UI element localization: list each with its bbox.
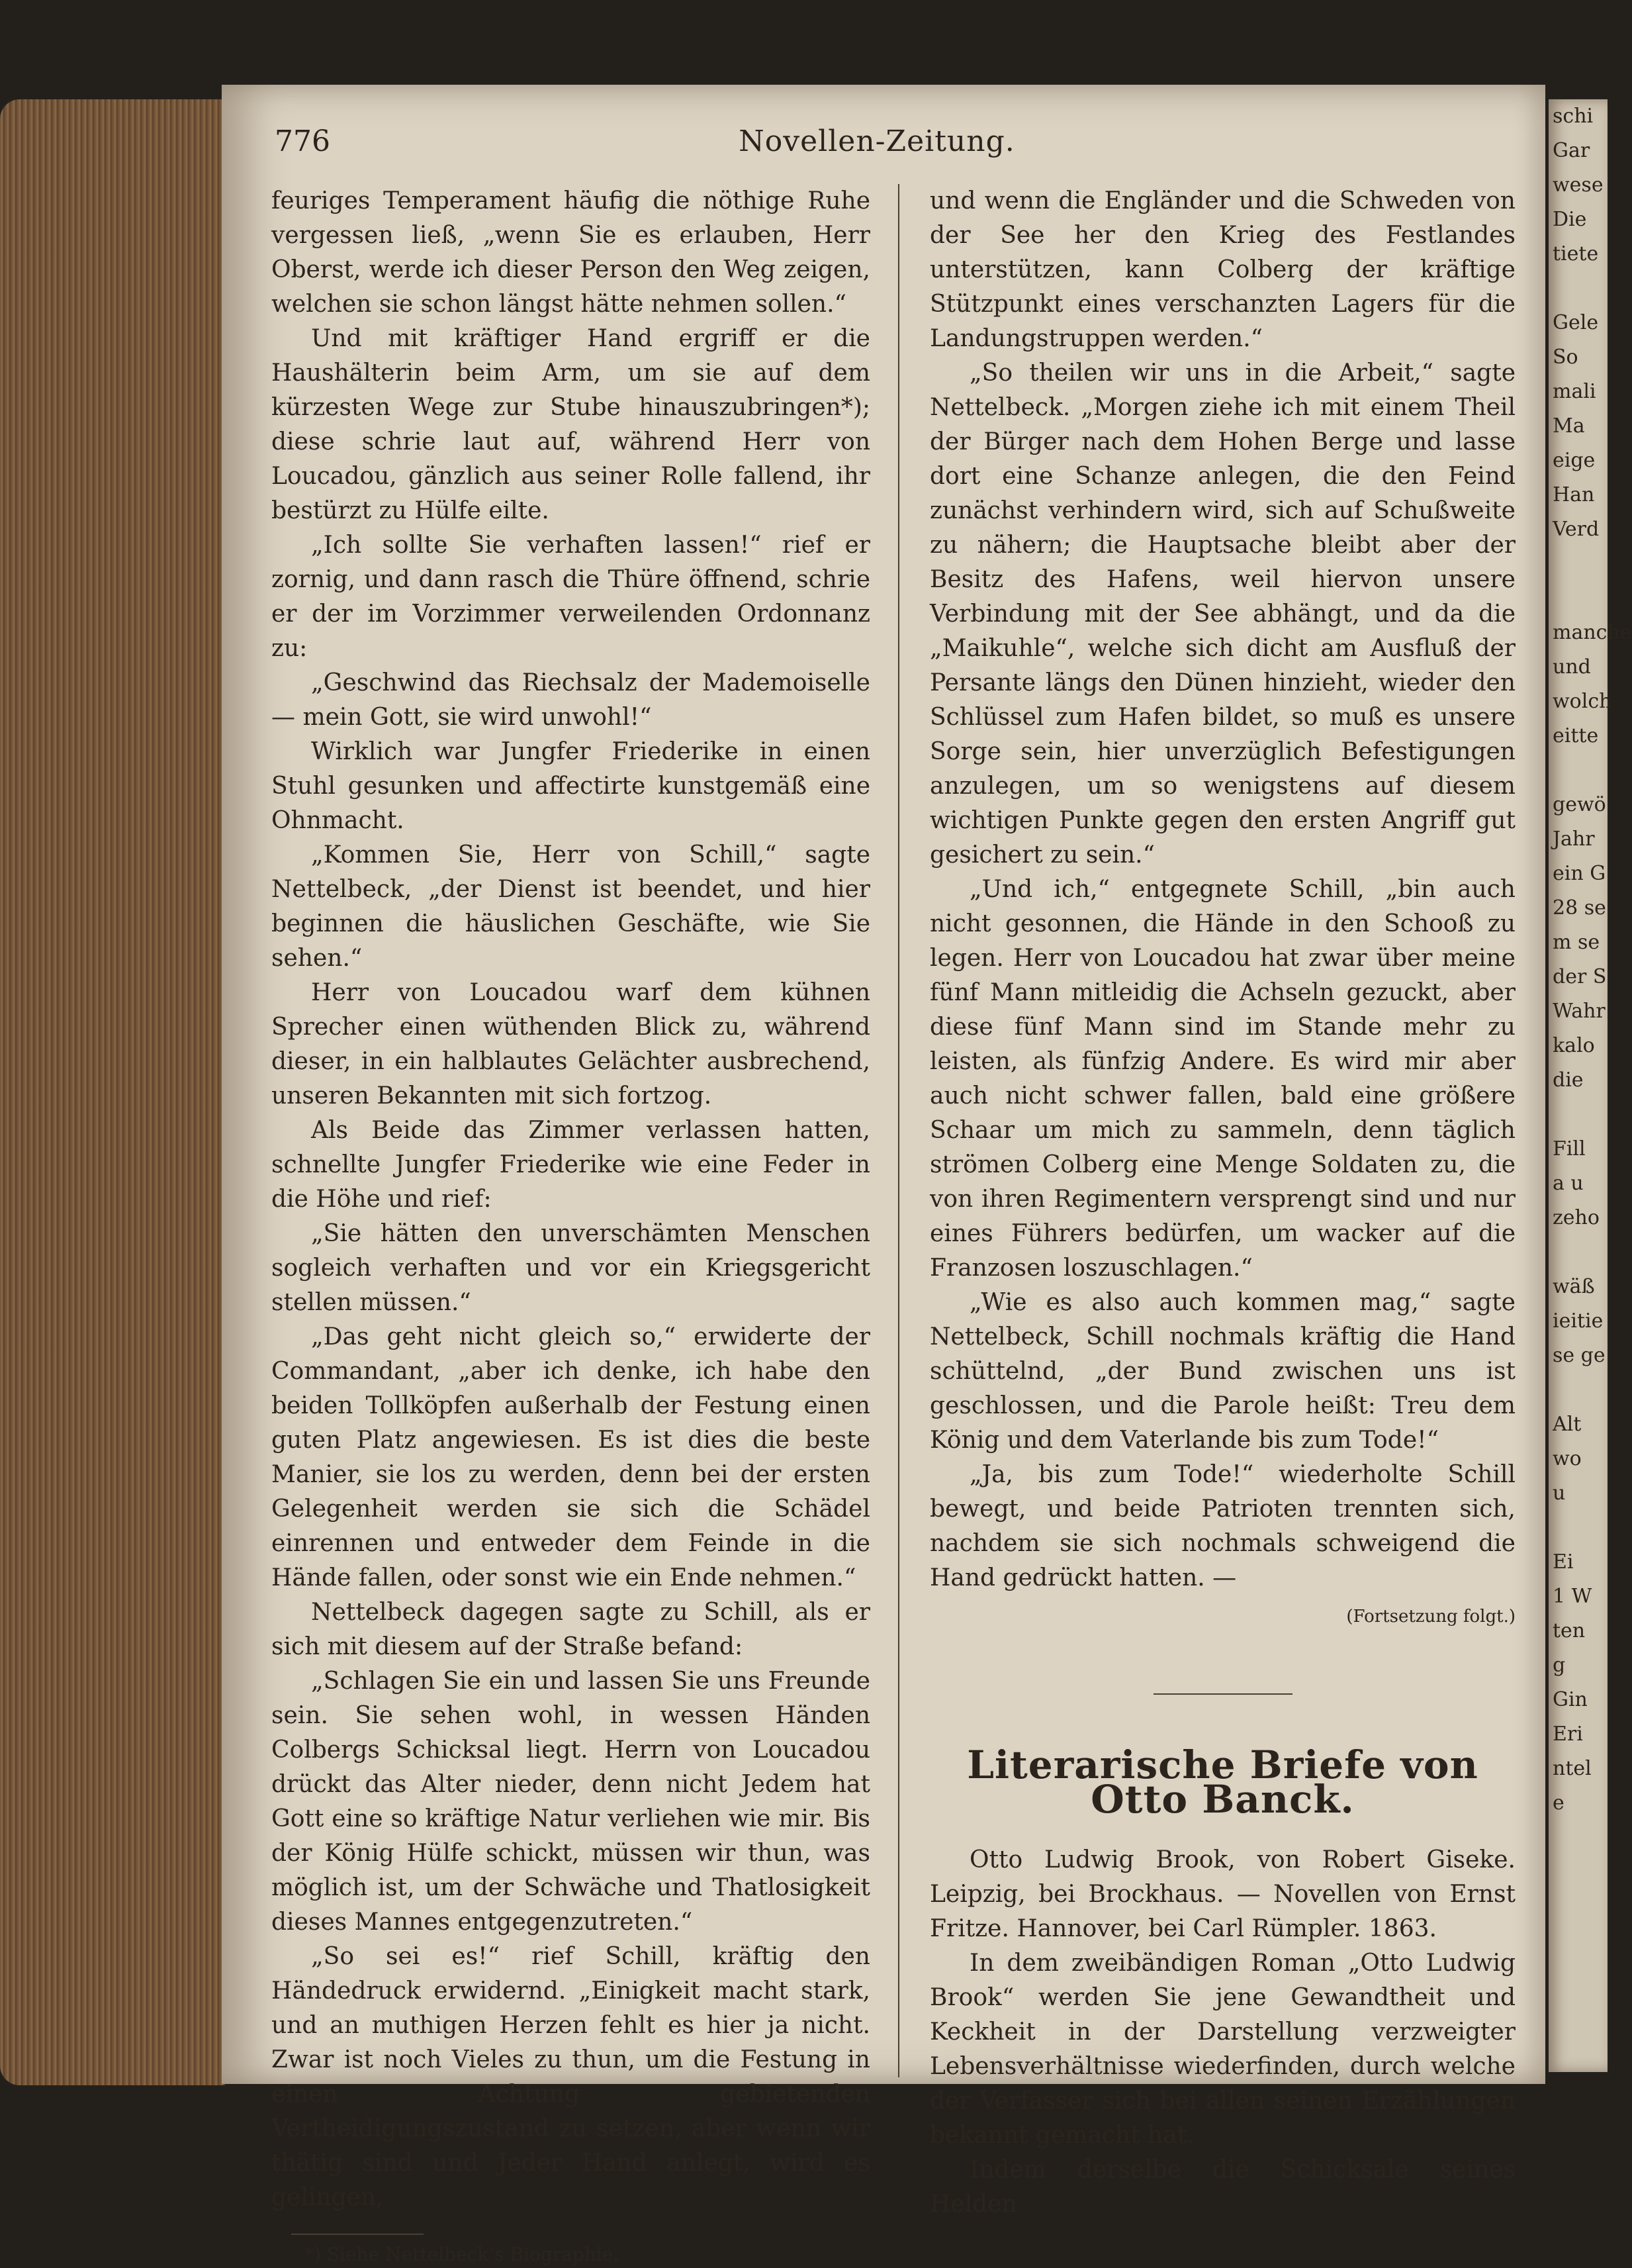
next-page-text-fragment: 28 se	[1553, 896, 1606, 920]
next-page-text-fragment: und	[1553, 655, 1591, 679]
paragraph: feuriges Temperament häufig die nöthige Ruhe vergessen ließ, „wenn Sie es erlauben, Herr Oberst, werde ich dieser Person den Weg zeigen, welchen sie schon längst hätte nehmen sollen.“	[271, 187, 870, 318]
paragraph: Wirklich war Jungfer Friederike in einen Stuhl gesunken und affectirte kunstgemäß eine Ohnmacht.	[271, 738, 870, 834]
next-page-text-fragment: ieitie	[1553, 1309, 1604, 1333]
next-page-text-fragment	[1549, 1511, 1608, 1545]
paragraph: „Schlagen Sie ein und lassen Sie uns Freunde sein. Sie sehen wohl, in wessen Händen Colbergs Schicksal liegt. Herrn von Loucadou drückt das Alter nieder, denn nicht Jedem hat Gott eine so kräftige Natur verliehen wie mir. Bis der König Hülfe schickt, müssen wir thun, was möglich ist, um der Schwäche und Thatlosigkeit dieses Mannes entgegenzutreten.“	[271, 1668, 870, 1936]
left-column	[271, 184, 870, 2268]
paragraph: und wenn die Engländer und die Schweden von der See her den Krieg des Festlandes unterstützen, kann Colberg der kräftige Stützpunkt eines verschanzten Lagers für die Landungstruppen werden.“	[930, 187, 1516, 352]
paragraph: Indem derselbe die Schicksale seines Helden	[930, 2156, 1516, 2218]
paragraph: Als Beide das Zimmer verlassen hatten, schnellte Jungfer Friederike wie eine Feder in die Höhe und rief:	[271, 1117, 870, 1213]
paragraph: „Das geht nicht gleich so,“ erwiderte der Commandant, „aber ich denke, ich habe den beiden Tollköpfen außerhalb der Festung einen guten Platz angewiesen. Es ist dies die beste Manier, sie los zu werden, denn bei der ersten Gelegenheit werden sie sich die Schädel einrennen und entweder dem Feinde in die Hände fallen, oder sonst wie ein Ende nehmen.“	[271, 1323, 870, 1591]
next-page-text-fragment: Die	[1553, 208, 1587, 231]
next-page-text-fragment: a u	[1553, 1172, 1584, 1195]
next-page-text-fragment: kalo	[1553, 1034, 1595, 1057]
next-page-text-fragment: Fill	[1553, 1137, 1586, 1160]
column-divider	[898, 184, 899, 2077]
paragraph: Otto Ludwig Brook, von Robert Giseke. Leipzig, bei Brockhaus. — Novellen von Ernst Fritze. Hannover, bei Carl Rümpler. 1863.	[930, 1846, 1516, 1942]
book-page-edges	[0, 99, 225, 2085]
paragraph: „Kommen Sie, Herr von Schill,“ sagte Nettelbeck, „der Dienst ist beendet, und hier beginnen die häuslichen Geschäfte, wie Sie sehen.“	[271, 841, 870, 972]
next-page-text-fragment: manche	[1553, 621, 1632, 644]
next-page-text-fragment	[1549, 271, 1608, 306]
next-page-text-fragment: wese	[1553, 173, 1604, 197]
next-page-fragment	[1549, 99, 1632, 2072]
next-page-text-fragment: se ge	[1553, 1344, 1606, 1367]
next-page-text-fragment: schi	[1553, 105, 1594, 128]
next-page-text-fragment	[1549, 581, 1608, 616]
next-page-text-fragment	[1549, 1235, 1608, 1270]
next-page-text-fragment: wolch	[1553, 690, 1612, 713]
footnote: *) Siehe Nettelbeck’s Biographie.	[304, 2244, 619, 2265]
next-page-text-fragment: ntel	[1553, 1757, 1592, 1780]
paragraph: In dem zweibändigen Roman „Otto Ludwig Brook“ werden Sie jene Gewandtheit und Keckheit in der Darstellung verzweigter Lebensverhältnisse wiederfinden, durch welche der Verfasser sich bei allen seinen Erzählungen bekannt gemacht hat.	[930, 1950, 1516, 2149]
page-number: 776	[275, 124, 330, 158]
next-page-text-fragment: Gele	[1553, 311, 1599, 334]
next-page-text-fragment: g	[1553, 1654, 1566, 1677]
next-page-text-fragment: eige	[1553, 449, 1596, 472]
next-page-text-fragment: So	[1553, 346, 1578, 369]
paragraph: Herr von Loucadou warf dem kühnen Sprecher einen wüthenden Blick zu, während dieser, in ein halblautes Gelächter ausbrechend, unseren Bekannten mit sich fortzog.	[271, 979, 870, 1110]
next-page-text-fragment	[1549, 547, 1608, 581]
next-page-text-fragment: Alt	[1553, 1413, 1582, 1436]
paragraph: Und mit kräftiger Hand ergriff er die Haushälterin beim Arm, um sie auf dem kürzesten Wege zur Stube hinauszubringen*); diese schrie laut auf, während Herr von Loucadou, gänzlich aus seiner Rolle fallend, ihr bestürzt zu Hülfe eilte.	[271, 325, 870, 524]
paragraph: „Geschwind das Riechsalz der Mademoiselle — mein Gott, sie wird unwohl!“	[271, 669, 870, 731]
next-page-text-fragment: tiete	[1553, 242, 1599, 265]
next-page-text-fragment: Jahr	[1553, 827, 1595, 851]
next-page-text-fragment: u	[1553, 1482, 1566, 1505]
right-column	[930, 184, 1516, 2222]
paragraph: „So sei es!“ rief Schill, kräftig den Händedruck erwidernd. „Einigkeit macht stark, und an muthigen Herzen fehlt es hier ja nicht. Zwar ist noch Vieles zu thun, um die Festung in einen Achtung gebietenden Vertheidigungszustand zu setzen, aber wenn wir thätig sind und Jeder Hand anlegt, wird es gelingen,	[271, 1943, 870, 2211]
section-heading: Literarische Briefe von Otto Banck.	[967, 1742, 1478, 1822]
next-page-text-fragment: e	[1553, 1791, 1564, 1815]
next-page-text-fragment: eitte	[1553, 724, 1599, 747]
next-page-text-fragment: 1 W	[1553, 1585, 1592, 1608]
continued-note: (Fortsetzung folgt.)	[1346, 1607, 1516, 1627]
paragraph: „So theilen wir uns in die Arbeit,“ sagte Nettelbeck. „Morgen ziehe ich mit einem Theil der Bürger nach dem Hohen Berge und lasse dort eine Schanze anlegen, die den Feind zunächst verhindern wird, sich auf Schußweite zu nähern; die Hauptsache bleibt aber der Besitz des Hafens, weil hiervon unsere Verbindung mit der See abhängt, und da die „Maikuhle“, welche sich dicht am Ausfluß der Persante längs den Dünen hinzieht, wieder den Schlüssel zum Hafen bildet, so muß es unsere Sorge sein, hier unverzüglich Befestigungen anzulegen, um so wenigstens auf diesem wichtigen Punkte gegen den ersten Angriff gut gesichert zu sein.“	[930, 359, 1516, 869]
next-page-text-fragment: Wahr	[1553, 1000, 1606, 1023]
running-title: Novellen-Zeitung.	[739, 124, 1015, 158]
next-page-text-fragment: Eri	[1553, 1723, 1583, 1746]
book-page	[222, 85, 1545, 2265]
next-page-text-fragment: gewö	[1553, 793, 1606, 816]
paragraph: „Ich sollte Sie verhaften lassen!“ rief er zornig, und dann rasch die Thüre öffnend, schrie er der im Vorzimmer verweilenden Ordonnanz zu:	[271, 532, 870, 662]
next-page-text-fragment: zeho	[1553, 1206, 1600, 1229]
next-page-text-fragment: wo	[1553, 1447, 1582, 1470]
next-page-text-fragment: Verd	[1553, 518, 1600, 541]
next-page-text-fragment	[1549, 1373, 1608, 1407]
section-rule	[1154, 1693, 1292, 1695]
next-page-text-fragment: m se	[1553, 931, 1600, 954]
next-page-text-fragment: die	[1553, 1068, 1584, 1092]
next-page-text-fragment: Han	[1553, 483, 1595, 506]
next-page-text-fragment	[1549, 753, 1608, 788]
next-page-text-fragment: Ei	[1553, 1550, 1574, 1574]
next-page-text-fragment: ein G	[1553, 862, 1606, 885]
next-page-text-fragment: ten	[1553, 1619, 1586, 1642]
next-page-text-fragment: Gar	[1553, 139, 1590, 162]
next-page-text-fragment: Ma	[1553, 414, 1585, 438]
paragraph: „Wie es also auch kommen mag,“ sagte Nettelbeck, Schill nochmals kräftig die Hand schüttelnd, „der Bund zwischen uns ist geschlossen, und die Parole heißt: Treu dem König und dem Vaterlande bis zum Tode!“	[930, 1289, 1516, 1454]
paragraph: „Und ich,“ entgegnete Schill, „bin auch nicht gesonnen, die Hände in den Schooß zu legen. Herr von Loucadou hat zwar über meine fünf Mann mitleidig die Achseln gezuckt, aber diese fünf Mann sind im Stande mehr zu leisten, als fünfzig Andere. Es wird mir aber auch nicht schwer fallen, bald eine größere Schaar um mich zu sammeln, denn täglich strömen Colberg eine Menge Soldaten zu, die von ihren Regimentern versprengt sind und nur eines Führers bedürfen, um wacker auf die Franzosen loszuschlagen.“	[930, 876, 1516, 1282]
next-page-text-fragment	[1549, 1098, 1608, 1132]
footnote-rule	[291, 2234, 424, 2235]
next-page-text-fragment: mali	[1553, 380, 1596, 403]
paragraph: Nettelbeck dagegen sagte zu Schill, als er sich mit diesem auf der Straße befand:	[271, 1599, 870, 1660]
paragraph: „Sie hätten den unverschämten Menschen sogleich verhaften und vor ein Kriegsgericht stellen müssen.“	[271, 1220, 870, 1316]
next-page-text-fragment: Gin	[1553, 1688, 1588, 1711]
next-page-text-fragment: der S	[1553, 965, 1607, 988]
paragraph: „Ja, bis zum Tode!“ wiederholte Schill bewegt, und beide Patrioten trennten sich, nachdem sie sich nochmals schweigend die Hand gedrückt hatten. —	[930, 1461, 1516, 1591]
page-header	[275, 124, 1479, 171]
next-page-text-fragment: wäß	[1553, 1275, 1595, 1298]
